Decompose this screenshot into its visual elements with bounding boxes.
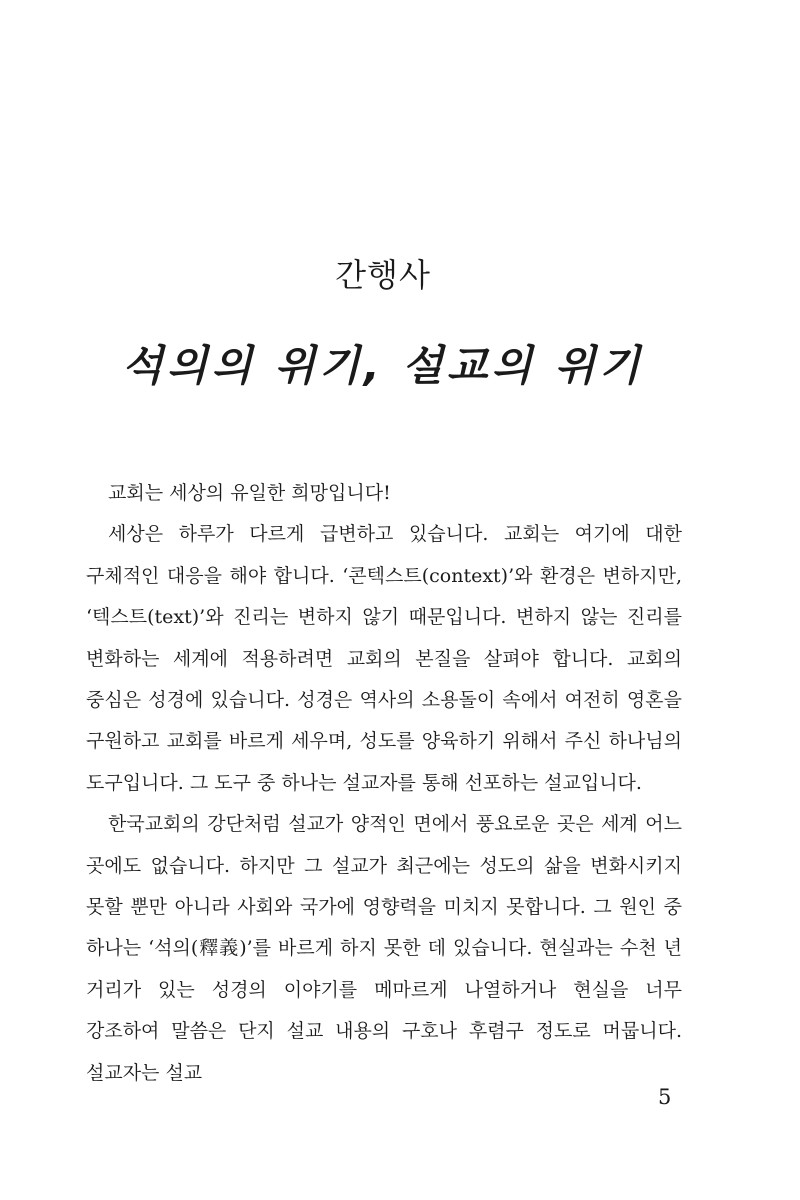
paragraph: 세상은 하루가 다르게 급변하고 있습니다. 교회는 여기에 대한 구체적인 대응을 해야 합니다. ‘콘텍스트(context)’와 환경은 변하지만, ‘텍스트(text)’와 진리는 변하지 않기 때문입니다. 변하지 않는 진리를 변화하는 세계에 적용하려면 교회의 본질을 살펴야 합니다. 교회의 중심은 성경에 있습니다. 성경은 역사의 소용돌이 속에서 여전히 영혼을 구원하고 교회를 바르게 세우며, 성도를 양육하기 위해서 주신 하나님의 도구입니다. 그 도구 중 하나는 설교자를 통해 선포하는 설교입니다. (86, 523, 682, 794)
chapter-title: 석의의 위기, 설교의 위기 (122, 341, 644, 390)
paragraph: 한국교회의 강단처럼 설교가 양적인 면에서 풍요로운 곳은 세계 어느 곳에도 없습니다. 하지만 그 설교가 최근에는 성도의 삶을 변화시키지 못할 뿐만 아니라 사회와 국가에 영향력을 미치지 못합니다. 그 원인 중 하나는 ‘석의(釋義)’를 바르게 하지 못한 데 있습니다. 현실과는 수천 년 거리가 있는 성경의 이야기를 메마르게 나열하거나 현실을 너무 강조하여 말씀은 단지 설교 내용의 구호나 후렴구 정도로 머뭅니다. 설교자는 설교 (86, 813, 682, 1084)
body-text (86, 473, 682, 1094)
paragraph: 교회는 세상의 유일한 희망입니다! (108, 482, 391, 504)
page-number: 5 (658, 1085, 672, 1109)
section-label: 간행사 (335, 256, 431, 294)
